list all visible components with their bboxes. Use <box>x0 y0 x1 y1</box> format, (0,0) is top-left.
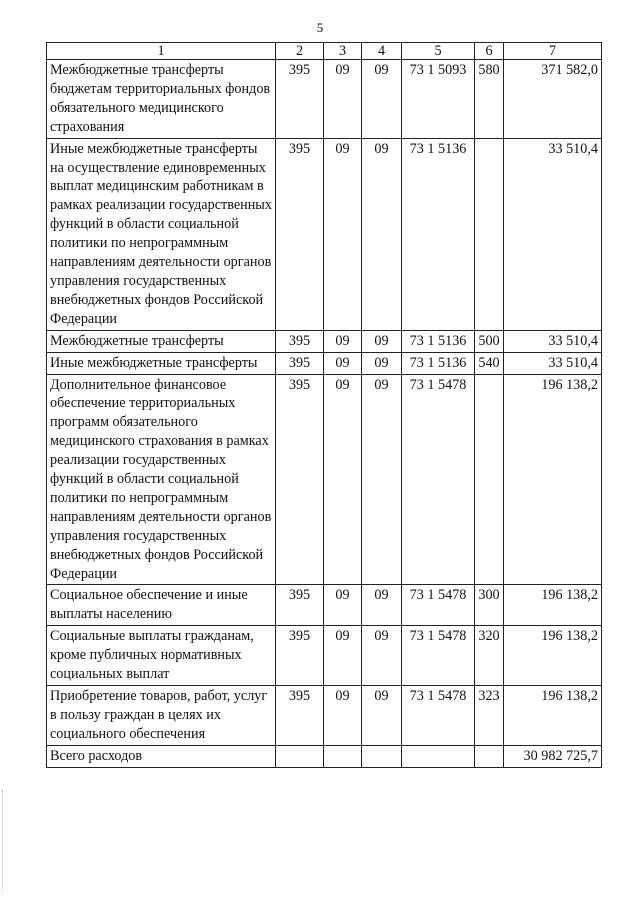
total-empty-cell <box>362 745 402 767</box>
row-amount: 33 510,4 <box>504 138 602 330</box>
row-subsection: 09 <box>362 352 402 374</box>
row-subsection: 09 <box>362 626 402 686</box>
table-row <box>47 352 602 374</box>
row-expense-type: 540 <box>475 352 504 374</box>
row-expense-type <box>475 374 504 585</box>
row-expense-type: 323 <box>475 686 504 746</box>
page-number: 5 <box>316 20 324 35</box>
row-target-code: 73 1 5136 <box>402 138 475 330</box>
row-subsection: 09 <box>362 374 402 585</box>
row-section: 09 <box>324 60 362 139</box>
row-amount: 196 138,2 <box>504 585 602 626</box>
row-section: 09 <box>324 686 362 746</box>
row-grbs: 395 <box>276 330 324 352</box>
total-label: Всего расходов <box>47 745 276 767</box>
total-row <box>47 745 602 767</box>
total-empty-cell <box>475 745 504 767</box>
row-subsection: 09 <box>362 60 402 139</box>
row-amount: 33 510,4 <box>504 330 602 352</box>
column-number-5: 5 <box>402 43 475 60</box>
row-grbs: 395 <box>276 60 324 139</box>
row-amount: 33 510,4 <box>504 352 602 374</box>
row-subsection: 09 <box>362 330 402 352</box>
row-target-code: 73 1 5093 <box>402 60 475 139</box>
row-expense-type: 320 <box>475 626 504 686</box>
column-number-2: 2 <box>276 43 324 60</box>
row-amount: 371 582,0 <box>504 60 602 139</box>
row-grbs: 395 <box>276 138 324 330</box>
row-name: Межбюджетные трансферты <box>47 330 276 352</box>
total-empty-cell <box>276 745 324 767</box>
row-amount: 196 138,2 <box>504 626 602 686</box>
row-name: Дополнительное финансовое обеспечение территориальных программ обязательного медицинского страхования в рамках реализации государственных функций в области социальной политики по непрограммным направлениям деятельности органов управления государственных внебюджетных фондов Российской Федерации <box>47 374 276 585</box>
row-section: 09 <box>324 330 362 352</box>
row-name: Социальные выплаты гражданам, кроме публичных нормативных социальных выплат <box>47 626 276 686</box>
row-section: 09 <box>324 626 362 686</box>
row-expense-type: 580 <box>475 60 504 139</box>
column-number-1: 1 <box>47 43 276 60</box>
row-amount: 196 138,2 <box>504 686 602 746</box>
row-section: 09 <box>324 374 362 585</box>
table-row <box>47 585 602 626</box>
row-subsection: 09 <box>362 138 402 330</box>
table-row <box>47 60 602 139</box>
scan-edge-artifact <box>2 790 5 890</box>
row-target-code: 73 1 5136 <box>402 352 475 374</box>
row-section: 09 <box>324 585 362 626</box>
budget-table <box>46 42 602 768</box>
row-name: Межбюджетные трансферты бюджетам территориальных фондов обязательного медицинского страхования <box>47 60 276 139</box>
row-name: Иные межбюджетные трансферты на осуществление единовременных выплат медицинским работникам в рамках реализации государственных функций в области социальной политики по непрограммным направлениям деятельности органов управления государственных внебюджетных фондов Российской Федерации <box>47 138 276 330</box>
table-row <box>47 138 602 330</box>
total-empty-cell <box>324 745 362 767</box>
row-grbs: 395 <box>276 686 324 746</box>
table-row <box>47 330 602 352</box>
table-row <box>47 374 602 585</box>
row-name: Приобретение товаров, работ, услуг в пользу граждан в целях их социального обеспечения <box>47 686 276 746</box>
row-expense-type: 300 <box>475 585 504 626</box>
total-empty-cell <box>402 745 475 767</box>
row-target-code: 73 1 5478 <box>402 374 475 585</box>
table-row <box>47 686 602 746</box>
row-grbs: 395 <box>276 585 324 626</box>
row-section: 09 <box>324 352 362 374</box>
row-target-code: 73 1 5478 <box>402 585 475 626</box>
column-number-4: 4 <box>362 43 402 60</box>
row-name: Иные межбюджетные трансферты <box>47 352 276 374</box>
row-target-code: 73 1 5478 <box>402 686 475 746</box>
column-number-row <box>47 43 602 60</box>
row-section: 09 <box>324 138 362 330</box>
row-grbs: 395 <box>276 352 324 374</box>
row-expense-type: 500 <box>475 330 504 352</box>
row-amount: 196 138,2 <box>504 374 602 585</box>
column-number-3: 3 <box>324 43 362 60</box>
table-row <box>47 626 602 686</box>
row-name: Социальное обеспечение и иные выплаты населению <box>47 585 276 626</box>
column-number-6: 6 <box>475 43 504 60</box>
column-number-7: 7 <box>504 43 602 60</box>
row-expense-type <box>475 138 504 330</box>
row-grbs: 395 <box>276 374 324 585</box>
row-subsection: 09 <box>362 585 402 626</box>
row-target-code: 73 1 5136 <box>402 330 475 352</box>
row-target-code: 73 1 5478 <box>402 626 475 686</box>
total-amount: 30 982 725,7 <box>504 745 602 767</box>
row-grbs: 395 <box>276 626 324 686</box>
row-subsection: 09 <box>362 686 402 746</box>
